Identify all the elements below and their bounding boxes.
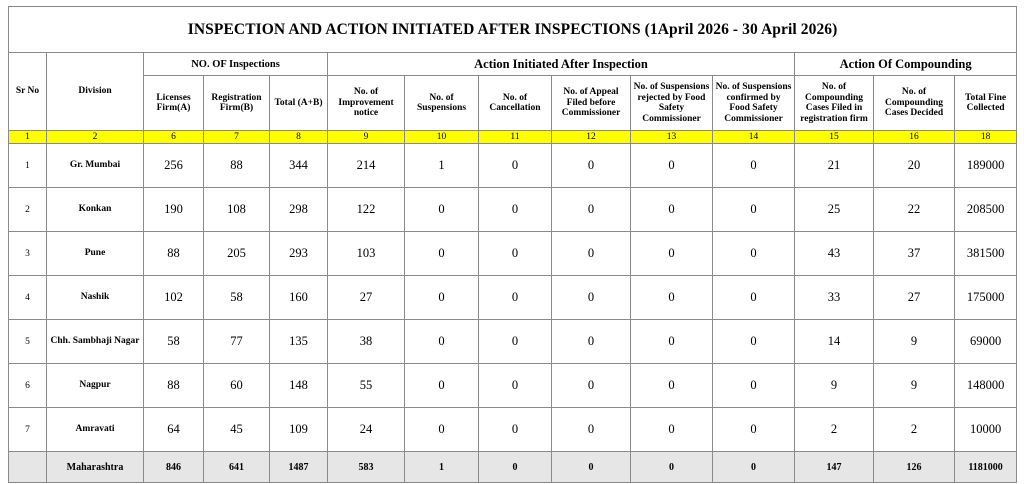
value-cell: 0: [479, 452, 552, 483]
column-number: 1: [9, 131, 47, 144]
value-cell: 64: [144, 408, 204, 452]
table-row: [9, 144, 1017, 188]
value-cell: 344: [270, 144, 328, 188]
value-cell: 25: [795, 188, 874, 232]
value-cell: 33: [795, 276, 874, 320]
value-cell: 21: [795, 144, 874, 188]
value-cell: 0: [713, 320, 795, 364]
total-row: [9, 452, 1017, 483]
value-cell: 0: [713, 276, 795, 320]
column-number-row: [9, 131, 1017, 144]
column-number: 7: [204, 131, 270, 144]
column-number: 12: [552, 131, 631, 144]
table-row: [9, 364, 1017, 408]
sr-no-cell: 7: [9, 408, 47, 452]
sr-no-cell: 4: [9, 276, 47, 320]
header-total-fine: Total Fine Collected: [955, 76, 1017, 131]
value-cell: 0: [552, 188, 631, 232]
value-cell: 0: [405, 232, 479, 276]
value-cell: 293: [270, 232, 328, 276]
value-cell: 160: [270, 276, 328, 320]
header-compounding-decided: No. of Compounding Cases Decided: [874, 76, 955, 131]
header-improvement-notice: No. of Improvement notice: [328, 76, 405, 131]
value-cell: 0: [405, 364, 479, 408]
value-cell: 88: [204, 144, 270, 188]
division-cell: Nashik: [47, 276, 144, 320]
value-cell: 9: [874, 320, 955, 364]
value-cell: 27: [328, 276, 405, 320]
value-cell: 846: [144, 452, 204, 483]
value-cell: 55: [328, 364, 405, 408]
value-cell: 0: [631, 408, 713, 452]
value-cell: 0: [479, 276, 552, 320]
value-cell: 88: [144, 232, 204, 276]
value-cell: 0: [552, 144, 631, 188]
header-cancellation: No. of Cancellation: [479, 76, 552, 131]
value-cell: 214: [328, 144, 405, 188]
value-cell: 69000: [955, 320, 1017, 364]
value-cell: 0: [713, 452, 795, 483]
value-cell: 205: [204, 232, 270, 276]
header-compounding-filed: No. of Compounding Cases Filed in registration firm: [795, 76, 874, 131]
value-cell: 2: [795, 408, 874, 452]
value-cell: 0: [405, 408, 479, 452]
value-cell: 0: [631, 144, 713, 188]
value-cell: 0: [552, 232, 631, 276]
column-number: 11: [479, 131, 552, 144]
report-title: INSPECTION AND ACTION INITIATED AFTER INSPECTIONS (1April 2026 - 30 April 2026): [9, 7, 1017, 53]
value-cell: 0: [405, 188, 479, 232]
value-cell: 0: [405, 320, 479, 364]
value-cell: 0: [713, 232, 795, 276]
division-cell: Amravati: [47, 408, 144, 452]
value-cell: 20: [874, 144, 955, 188]
value-cell: 0: [405, 276, 479, 320]
value-cell: 0: [713, 408, 795, 452]
value-cell: 1: [405, 452, 479, 483]
table-row: [9, 188, 1017, 232]
value-cell: 122: [328, 188, 405, 232]
division-cell: Maharashtra: [47, 452, 144, 483]
column-number: 9: [328, 131, 405, 144]
value-cell: 0: [713, 144, 795, 188]
table-body: [9, 144, 1017, 483]
value-cell: 583: [328, 452, 405, 483]
value-cell: 0: [479, 232, 552, 276]
value-cell: 0: [631, 188, 713, 232]
column-number: 18: [955, 131, 1017, 144]
value-cell: 2: [874, 408, 955, 452]
value-cell: 1487: [270, 452, 328, 483]
value-cell: 641: [204, 452, 270, 483]
value-cell: 147: [795, 452, 874, 483]
value-cell: 27: [874, 276, 955, 320]
value-cell: 0: [552, 452, 631, 483]
value-cell: 148000: [955, 364, 1017, 408]
column-number: 6: [144, 131, 204, 144]
value-cell: 1181000: [955, 452, 1017, 483]
value-cell: 88: [144, 364, 204, 408]
value-cell: 0: [479, 320, 552, 364]
value-cell: 60: [204, 364, 270, 408]
value-cell: 0: [713, 188, 795, 232]
value-cell: 9: [795, 364, 874, 408]
header-suspensions: No. of Suspensions: [405, 76, 479, 131]
value-cell: 45: [204, 408, 270, 452]
inspection-report-table: [8, 6, 1017, 483]
value-cell: 102: [144, 276, 204, 320]
value-cell: 58: [144, 320, 204, 364]
sr-no-cell: 6: [9, 364, 47, 408]
value-cell: 148: [270, 364, 328, 408]
header-suspensions-rejected: No. of Suspensions rejected by Food Safety Commissioner: [631, 76, 713, 131]
value-cell: 135: [270, 320, 328, 364]
column-number: 8: [270, 131, 328, 144]
value-cell: 381500: [955, 232, 1017, 276]
value-cell: 298: [270, 188, 328, 232]
column-number: 14: [713, 131, 795, 144]
table-row: [9, 320, 1017, 364]
sr-no-cell: [9, 452, 47, 483]
value-cell: 0: [479, 144, 552, 188]
value-cell: 0: [479, 364, 552, 408]
value-cell: 43: [795, 232, 874, 276]
value-cell: 24: [328, 408, 405, 452]
value-cell: 10000: [955, 408, 1017, 452]
division-cell: Nagpur: [47, 364, 144, 408]
header-division: Division: [47, 53, 144, 131]
value-cell: 58: [204, 276, 270, 320]
value-cell: 38: [328, 320, 405, 364]
sr-no-cell: 1: [9, 144, 47, 188]
column-number: 15: [795, 131, 874, 144]
value-cell: 109: [270, 408, 328, 452]
division-cell: Chh. Sambhaji Nagar: [47, 320, 144, 364]
column-number: 10: [405, 131, 479, 144]
group-action-initiated: Action Initiated After Inspection: [328, 53, 795, 76]
sr-no-cell: 3: [9, 232, 47, 276]
division-cell: Konkan: [47, 188, 144, 232]
value-cell: 256: [144, 144, 204, 188]
value-cell: 0: [631, 232, 713, 276]
value-cell: 0: [552, 364, 631, 408]
sr-no-cell: 2: [9, 188, 47, 232]
value-cell: 0: [552, 320, 631, 364]
column-number: 13: [631, 131, 713, 144]
value-cell: 0: [631, 364, 713, 408]
table-row: [9, 232, 1017, 276]
value-cell: 0: [631, 452, 713, 483]
header-sr-no: Sr No: [9, 53, 47, 131]
header-total: Total (A+B): [270, 76, 328, 131]
column-number: 16: [874, 131, 955, 144]
report-container: [8, 6, 1016, 483]
group-compounding: Action Of Compounding: [795, 53, 1017, 76]
value-cell: 0: [631, 276, 713, 320]
table-row: [9, 408, 1017, 452]
header-licenses: Licenses Firm(A): [144, 76, 204, 131]
header-appeal: No. of Appeal Filed before Commissioner: [552, 76, 631, 131]
value-cell: 0: [479, 408, 552, 452]
value-cell: 189000: [955, 144, 1017, 188]
value-cell: 103: [328, 232, 405, 276]
value-cell: 9: [874, 364, 955, 408]
division-cell: Pune: [47, 232, 144, 276]
value-cell: 0: [552, 276, 631, 320]
group-inspections: NO. OF Inspections: [144, 53, 328, 76]
value-cell: 190: [144, 188, 204, 232]
table-row: [9, 276, 1017, 320]
value-cell: 1: [405, 144, 479, 188]
value-cell: 22: [874, 188, 955, 232]
value-cell: 37: [874, 232, 955, 276]
header-suspensions-confirmed: No. of Suspensions confirmed by Food Safety Commissioner: [713, 76, 795, 131]
sr-no-cell: 5: [9, 320, 47, 364]
value-cell: 14: [795, 320, 874, 364]
value-cell: 175000: [955, 276, 1017, 320]
value-cell: 77: [204, 320, 270, 364]
value-cell: 0: [552, 408, 631, 452]
column-number: 2: [47, 131, 144, 144]
division-cell: Gr. Mumbai: [47, 144, 144, 188]
value-cell: 0: [713, 364, 795, 408]
value-cell: 0: [631, 320, 713, 364]
header-registration: Registration Firm(B): [204, 76, 270, 131]
value-cell: 208500: [955, 188, 1017, 232]
value-cell: 108: [204, 188, 270, 232]
value-cell: 126: [874, 452, 955, 483]
value-cell: 0: [479, 188, 552, 232]
